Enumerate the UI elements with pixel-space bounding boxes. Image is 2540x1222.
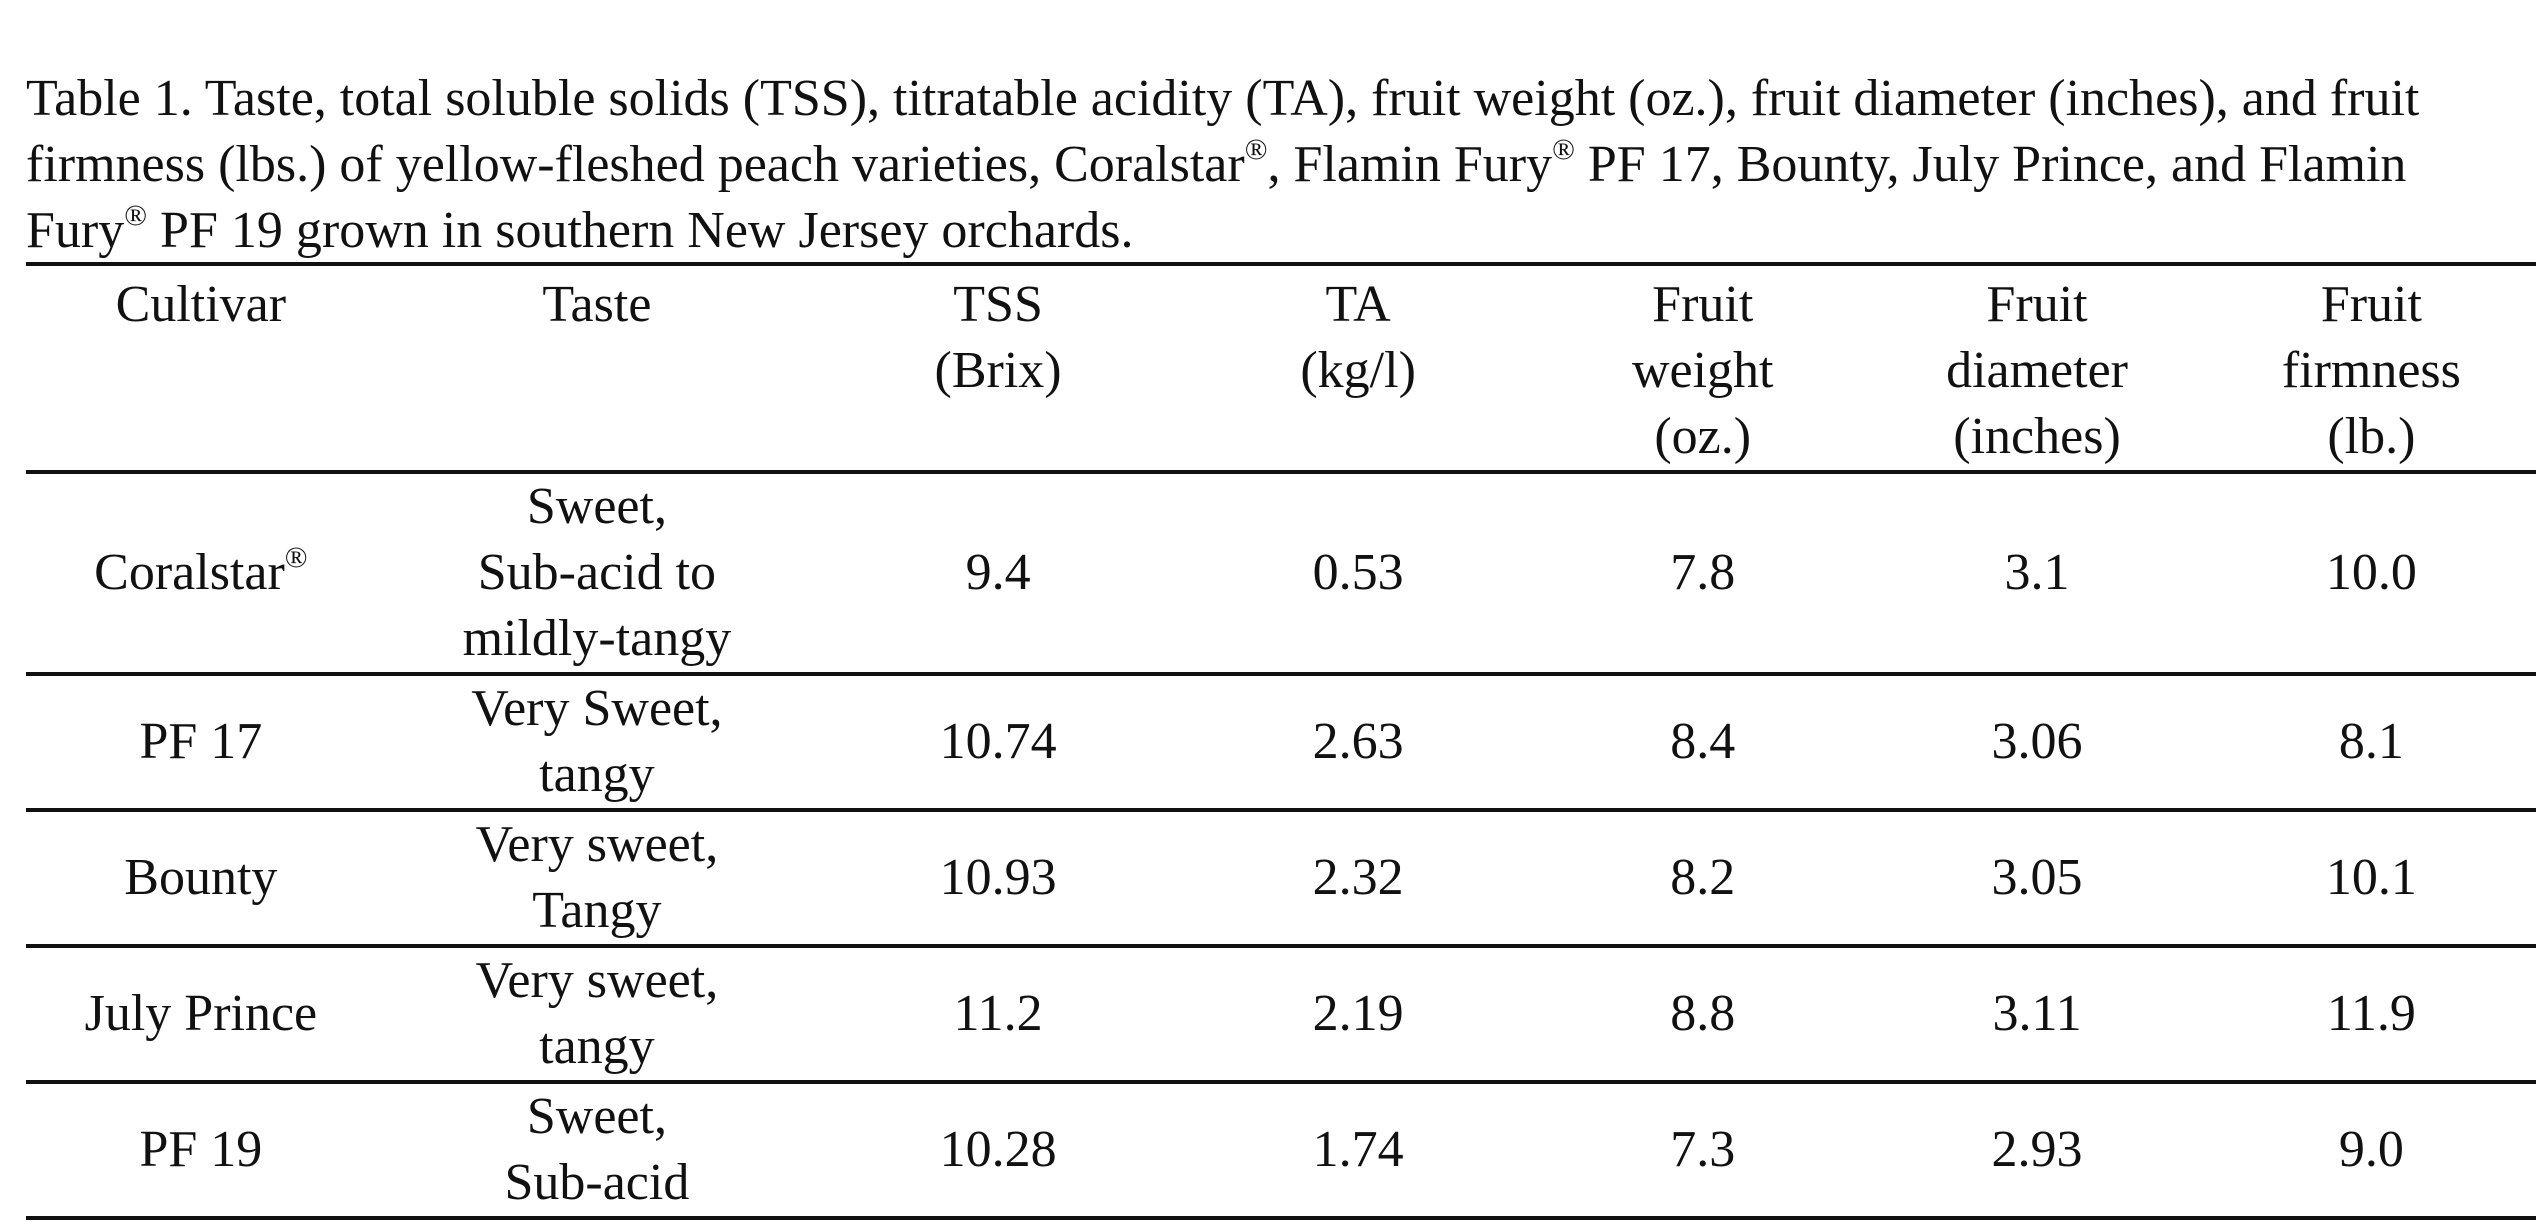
cultivar-cell: Bounty [124, 849, 278, 906]
ta-cell: 2.19 [1312, 985, 1404, 1042]
cultivar-cell: PF 17 [139, 713, 263, 770]
registered-mark: ® [284, 541, 308, 574]
ta-cell: 1.74 [1312, 1121, 1404, 1178]
registered-mark: ® [1244, 133, 1268, 166]
header-taste: Taste [542, 276, 652, 333]
taste-cell: Very sweet, Tangy [475, 816, 719, 939]
firmness-cell: 9.0 [2338, 1121, 2404, 1178]
diameter-cell: 3.05 [1991, 849, 2083, 906]
diameter-cell: 3.1 [2004, 544, 2070, 601]
weight-cell: 8.4 [1670, 713, 1736, 770]
tss-cell: 11.2 [953, 985, 1043, 1042]
ta-cell: 2.32 [1312, 849, 1404, 906]
registered-mark: ® [124, 199, 148, 232]
weight-cell: 7.8 [1670, 544, 1736, 601]
caption-text-1: Table 1. Taste, total soluble solids (TSS), titratable acidity (TA), fruit weight (oz.), fruit diameter (inches), and fruit firmness (lbs.) of yellow-fleshed peach varieties, Coralstar [26, 70, 2420, 193]
tss-cell: 10.28 [939, 1121, 1057, 1178]
tss-cell: 9.4 [965, 544, 1031, 601]
taste-cell: Sweet, Sub-acid [504, 1088, 690, 1211]
ta-cell: 2.63 [1312, 713, 1404, 770]
header-row [26, 264, 2536, 472]
table-row [26, 472, 2536, 674]
diameter-cell: 3.06 [1991, 713, 2083, 770]
registered-mark: ® [1552, 133, 1575, 166]
header-fruit-diameter: Fruit diameter (inches) [1946, 276, 2128, 465]
header-tss: TSS (Brix) [934, 276, 1062, 399]
diameter-cell: 3.11 [1992, 985, 2082, 1042]
firmness-cell: 10.0 [2325, 544, 2417, 601]
firmness-cell: 11.9 [2326, 985, 2416, 1042]
header-cultivar: Cultivar [115, 276, 287, 333]
data-table [26, 262, 2536, 1220]
table-row [26, 674, 2536, 810]
caption-text-4: PF 19 grown in southern New Jersey orchards. [147, 202, 1134, 259]
table-caption [26, 66, 2526, 264]
cultivar-cell: PF 19 [139, 1121, 263, 1178]
firmness-cell: 10.1 [2325, 849, 2417, 906]
table-row [26, 1082, 2536, 1218]
header-fruit-firmness: Fruit firmness (lb.) [2281, 276, 2461, 465]
tss-cell: 10.93 [939, 849, 1057, 906]
taste-cell: Sweet, Sub-acid to mildly-tangy [462, 478, 732, 667]
firmness-cell: 8.1 [2338, 713, 2404, 770]
header-fruit-weight: Fruit weight (oz.) [1631, 276, 1774, 465]
diameter-cell: 2.93 [1991, 1121, 2083, 1178]
table-row [26, 946, 2536, 1082]
cultivar-cell: July Prince [84, 985, 318, 1042]
cultivar-cell: Coralstar® [94, 541, 308, 601]
taste-cell: Very Sweet, tangy [471, 680, 723, 803]
weight-cell: 8.2 [1670, 849, 1736, 906]
caption-text-2: , Flamin Fury [1267, 136, 1553, 193]
weight-cell: 8.8 [1670, 985, 1736, 1042]
taste-cell: Very sweet, tangy [475, 952, 719, 1075]
weight-cell: 7.3 [1670, 1121, 1736, 1178]
table-body [26, 472, 2536, 1218]
ta-cell: 0.53 [1312, 544, 1404, 601]
caption-text-3: PF 17, Bounty, July Prince, and Flamin Fury [26, 136, 2407, 259]
table-header [26, 264, 2536, 472]
tss-cell: 10.74 [939, 713, 1057, 770]
header-ta: TA (kg/l) [1300, 276, 1416, 399]
table-row [26, 810, 2536, 946]
